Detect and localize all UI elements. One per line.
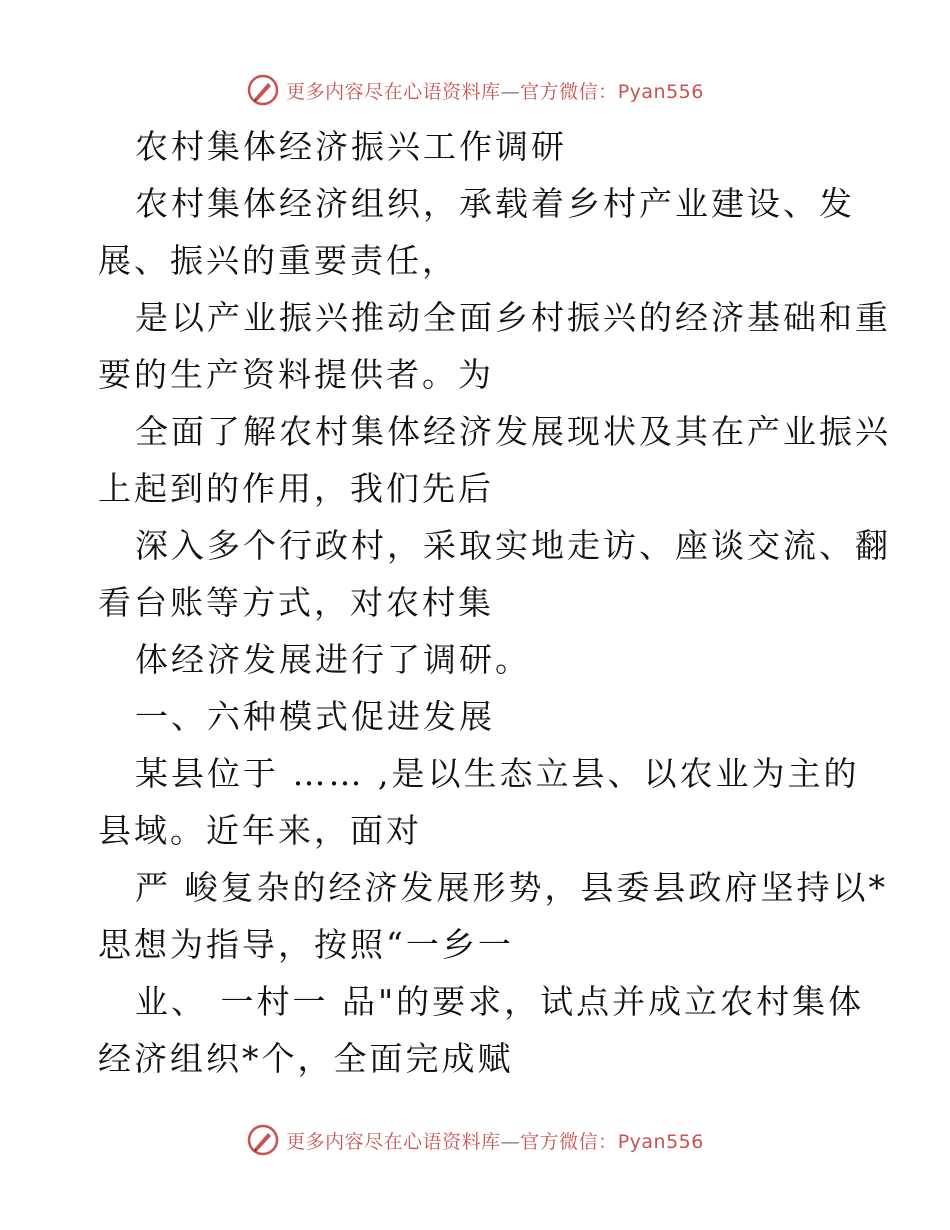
text-line: 农村集体经济组织，承载着乡村产业建设、发 (135, 184, 855, 223)
text-line: 全面了解农村集体经济发展现状及其在产业振兴 (135, 412, 891, 451)
header-banner (0, 70, 950, 110)
text-line: 思想为指导，按照“一乡一 (98, 925, 514, 964)
text-line: 一、六种模式促进发展 (135, 697, 495, 736)
pen-logo-icon (246, 73, 280, 107)
footer-banner (0, 1120, 950, 1160)
text-line: 是以产业振兴推动全面乡村振兴的经济基础和重 (135, 298, 891, 337)
document-body (98, 118, 891, 1087)
text-line: 严 峻复杂的经济发展形势，县委县政府坚持以* (135, 868, 888, 907)
text-line: 县域。近年来，面对 (98, 811, 422, 850)
text-line: 看台账等方式，对农村集 (98, 583, 494, 622)
text-line: 某县位于 …… ,是以生态立县、以农业为主的 (135, 754, 860, 793)
text-line: 要的生产资料提供者。为 (98, 355, 494, 394)
banner-text: 更多内容尽在心语资料库—官方微信：Pyan556 (286, 80, 704, 103)
text-line: 体经济发展进行了调研。 (135, 640, 531, 679)
pen-logo-icon (246, 1123, 280, 1157)
text-line: 农村集体经济振兴工作调研 (135, 127, 567, 166)
text-line: 深入多个行政村，采取实地走访、座谈交流、翻 (135, 526, 891, 565)
text-line: 经济组织*个，全面完成赋 (98, 1039, 514, 1078)
banner-text: 更多内容尽在心语资料库—官方微信：Pyan556 (286, 1130, 704, 1153)
text-line: 展、振兴的重要责任， (98, 241, 458, 280)
text-line: 上起到的作用，我们先后 (98, 469, 494, 508)
text-line: 业、 一村一 品"的要求，试点并成立农村集体 (135, 982, 865, 1021)
